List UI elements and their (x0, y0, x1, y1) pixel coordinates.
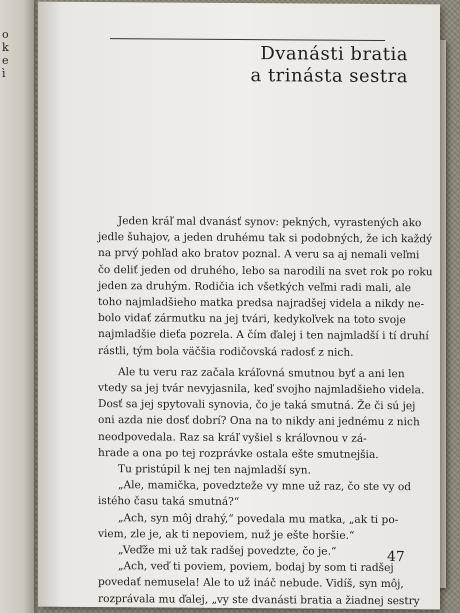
left-letter: o (2, 28, 9, 41)
text-line: viem, zle je, ak ti nepoviem, nuž je ešte horšie.“ (98, 527, 355, 542)
text-line: toho najmladšieho matka predsa najradšej videla a nikdy ne- (98, 296, 425, 311)
text-line: Dosť sa jej spytovali synovia, čo je taká smutná. Že či sú jej (98, 398, 416, 413)
text-line: „Ach, syn môj drahý,“ povedala mu matka, „ak ti po- (118, 511, 399, 526)
text-line: jedle šuhajov, a jeden druhému tak si podobných, že ich každý (98, 231, 433, 246)
text-line: vtedy sa jej tvár nevyjasnila, keď svojho najmladšieho videla. (98, 382, 425, 397)
text-line: čo deliť jeden od druhého, lebo sa narodili na svet rok po roku (98, 263, 433, 278)
text-line: neodpovedala. Raz sa kráľ vyšiel s kráľovnou v zá- (98, 430, 367, 445)
left-letter: e (2, 54, 9, 67)
text-line: bolo vidať zármutku na jej tvári, kedykoľvek na toto svoje (98, 312, 406, 327)
text-line: „Veďže mi už tak radšej povedzte, čo je.“ (118, 544, 337, 558)
page-body (98, 213, 433, 609)
chapter-title-line: a trinásta sestra (250, 65, 408, 88)
left-page-letters (2, 28, 16, 80)
book-page (38, 2, 440, 610)
text-line: hrade a ona po tej rozprávke ostala ešte smutnejšia. (98, 446, 379, 461)
text-line: istého času taká smutná?“ (98, 495, 240, 509)
text-line: Tu pristúpil k nej ten najmladší syn. (118, 463, 311, 477)
chapter-title-line: Dvanásti bratia (260, 43, 408, 66)
page-number: 47 (387, 549, 405, 566)
text-line: na prvý pohľad ako bratov poznal. A veru sa aj nemali veľmi (98, 247, 420, 262)
left-letter: k (2, 41, 9, 54)
text-line: najmladšie dieťa pozrela. A čím ďalej i ten najmladší i tí druhí (98, 328, 429, 343)
text-line: jeden za druhým. Rodičia ich všetkých veľmi radi mali, ale (98, 279, 412, 295)
text-line: oni azda nie dosť dobrí? Ona na to nikdy ani jednému z nich (98, 414, 420, 429)
left-page-edge (0, 0, 34, 613)
text-line: povedať nemusela! Ale to už ináč nebude. Vidíš, syn môj, (98, 576, 404, 591)
text-line: Jeden kráľ mal dvanásť synov: pekných, vyrastených ako (118, 215, 422, 230)
text-line: „Ale, mamička, povedzteže vy mne už raz, čo ste vy od (118, 479, 412, 494)
text-line: „Ach, veď ti poviem, poviem, bodaj by som ti radšej (118, 560, 394, 575)
left-letter: ì (2, 67, 6, 80)
text-line: Ale tu veru raz začala kráľovná smutnou byť a ani len (118, 365, 405, 380)
text-line: rozprávala mu ďalej, „vy ste dvanásti bratia a žiadnej sestry (98, 592, 420, 607)
title-rule (110, 38, 385, 41)
text-line: rástli, tým bola väčšia rodičovská radosť z nich. (98, 344, 354, 359)
chapter-title (238, 43, 408, 88)
